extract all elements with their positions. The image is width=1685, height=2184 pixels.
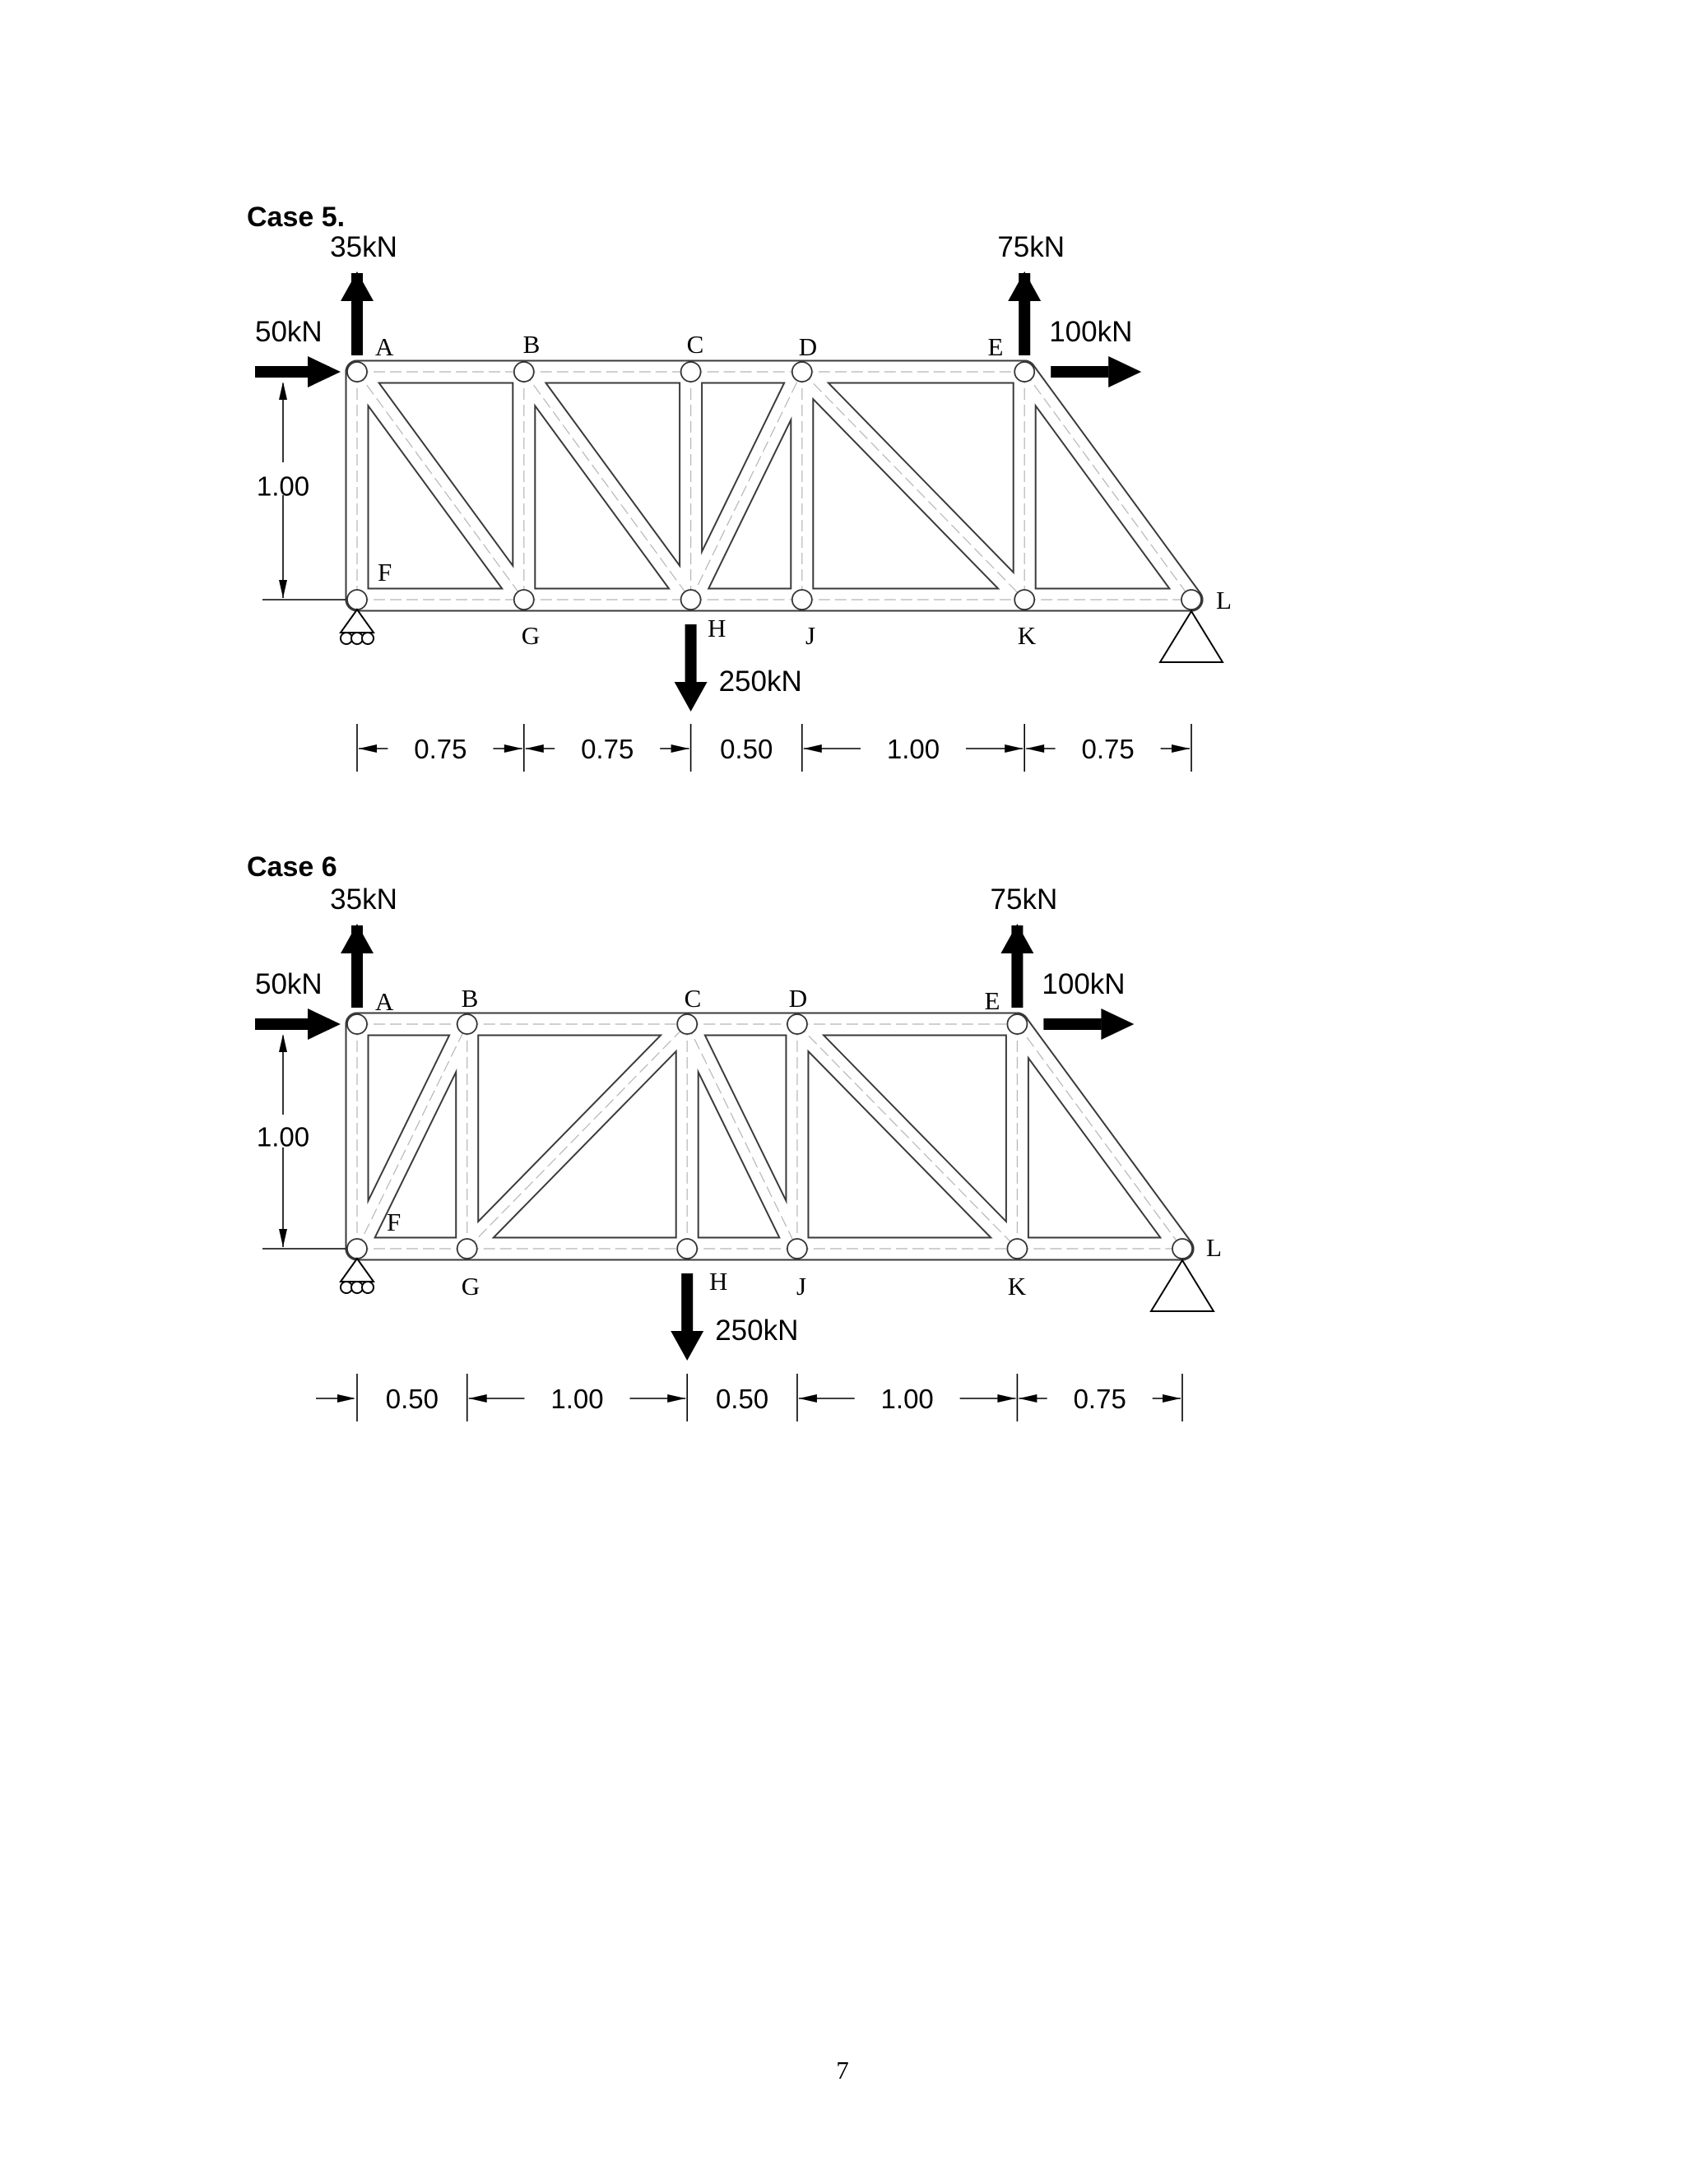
roller-wheel [362, 633, 374, 644]
joint-C [677, 1014, 697, 1034]
load-label: 250kN [715, 1315, 799, 1347]
roller-triangle [341, 1259, 374, 1282]
dimension-arrowhead [279, 1034, 287, 1052]
node-label-A: A [375, 987, 394, 1016]
dimension-arrowhead [1005, 744, 1023, 753]
load-arrow-head [671, 1331, 703, 1361]
joint-K [1007, 1239, 1027, 1259]
node-label-J: J [805, 621, 816, 650]
node-label-E: E [987, 332, 1004, 361]
node-label-K: K [1007, 1272, 1027, 1301]
joint-L [1181, 590, 1201, 610]
joint-G [457, 1239, 477, 1259]
node-label-A: A [375, 332, 394, 361]
load-arrow-head [1101, 1009, 1134, 1040]
load-arrow-shaft [685, 624, 697, 684]
load-arrow-head [308, 1009, 341, 1040]
span-label: 1.00 [886, 734, 940, 764]
joint-H [677, 1239, 697, 1259]
node-label-H: H [708, 614, 726, 642]
joint-J [787, 1239, 807, 1259]
load-arrow-head [341, 924, 374, 953]
span-label: 0.75 [1081, 734, 1135, 764]
joint-A [347, 362, 367, 382]
load-label: 75kN [990, 883, 1058, 916]
node-label-G: G [461, 1272, 480, 1301]
vertical-dimension-label: 1.00 [256, 471, 310, 502]
joint-D [792, 362, 812, 382]
node-label-J: J [796, 1272, 807, 1301]
span-dimension [386, 1384, 439, 1414]
dimension-arrowhead [997, 1394, 1015, 1403]
joint-F [347, 590, 367, 610]
span-dimension [716, 1384, 768, 1414]
roller-triangle [341, 610, 374, 633]
joint-L [1172, 1239, 1192, 1259]
load-arrow-head [1008, 271, 1041, 301]
load-label: 250kN [718, 665, 802, 698]
pin-support [1151, 1260, 1214, 1311]
roller-wheel [351, 1282, 363, 1293]
span-label: 0.75 [1073, 1384, 1126, 1414]
dimension-arrowhead [804, 744, 822, 753]
roller-wheel [341, 1282, 352, 1293]
joint-C [681, 362, 701, 382]
node-label-F: F [378, 558, 392, 587]
span-label: 0.50 [385, 1384, 439, 1414]
joint-F [347, 1239, 367, 1259]
dimension-arrowhead [1172, 744, 1190, 753]
node-label-K: K [1017, 621, 1037, 650]
load-label: 50kN [255, 316, 323, 348]
load-arrow-shaft [1051, 366, 1108, 378]
span-dimension [1019, 1384, 1181, 1414]
vertical-dimension [257, 1034, 309, 1247]
node-label-G: G [521, 621, 541, 650]
span-label: 1.00 [880, 1384, 934, 1414]
node-label-L: L [1216, 586, 1232, 614]
node-label-D: D [788, 984, 808, 1013]
vertical-dimension-label: 1.00 [256, 1121, 310, 1152]
load-arrow-head [1108, 356, 1141, 387]
dimension-arrowhead [667, 1394, 685, 1403]
load-arrow-shaft [1043, 1018, 1101, 1030]
load-arrow-head [675, 682, 708, 712]
page-number: 7 [836, 2056, 849, 2084]
joint-K [1014, 590, 1034, 610]
dimension-arrowhead [799, 1394, 817, 1403]
load-label: 100kN [1042, 968, 1126, 1000]
roller-support [341, 1259, 374, 1293]
span-dimension [804, 734, 1023, 764]
span-label: 1.00 [550, 1384, 604, 1414]
dimension-arrowhead [279, 1229, 287, 1247]
dimension-arrowhead [279, 580, 287, 598]
load-H-down [675, 624, 802, 712]
pin-support [1160, 611, 1223, 662]
load-label: 35kN [330, 883, 397, 916]
truss-members [357, 372, 1191, 600]
case6-diagram [247, 851, 1222, 1421]
member-EL [1017, 1024, 1182, 1249]
load-arrow-head [341, 271, 374, 301]
node-label-C: C [684, 984, 702, 1013]
member-BH [524, 372, 691, 600]
joint-G [514, 590, 534, 610]
vertical-dimension [257, 382, 309, 598]
span-dimension [469, 1384, 685, 1414]
node-label-C: C [686, 330, 704, 359]
node-label-B: B [522, 330, 541, 359]
dimension-arrowhead [504, 744, 522, 753]
dimension-arrowhead [469, 1394, 487, 1403]
dimension-arrowhead [526, 744, 544, 753]
load-label: 75kN [997, 231, 1065, 263]
span-dimension [359, 734, 522, 764]
dimension-arrowhead [337, 1394, 355, 1403]
joint-B [514, 362, 534, 382]
load-label: 100kN [1049, 316, 1133, 348]
truss-members [357, 1024, 1182, 1249]
load-label: 35kN [330, 231, 397, 263]
joint-D [787, 1014, 807, 1034]
roller-wheel [351, 633, 363, 644]
span-dimension [720, 734, 773, 764]
joint-J [792, 590, 812, 610]
load-label: 50kN [255, 968, 323, 1000]
node-label-F: F [387, 1208, 402, 1236]
span-dimension [799, 1384, 1015, 1414]
span-label: 0.75 [581, 734, 634, 764]
span-dimension [526, 734, 689, 764]
joint-H [681, 590, 701, 610]
load-arrow-head [308, 356, 341, 387]
case5-diagram [247, 202, 1232, 772]
load-A-right-in [255, 968, 341, 1040]
dimension-arrowhead [1163, 1394, 1181, 1403]
roller-wheel [362, 1282, 374, 1293]
span-label: 0.75 [414, 734, 467, 764]
dimension-arrowhead [1026, 744, 1044, 753]
load-E-right-out [1049, 316, 1141, 387]
joint-A [347, 1014, 367, 1034]
span-dimensions [316, 1374, 1182, 1421]
roller-wheel [341, 633, 352, 644]
case-title: Case 6 [247, 851, 337, 883]
dimension-arrowhead [671, 744, 689, 753]
node-label-B: B [461, 984, 479, 1013]
span-dimensions [357, 724, 1191, 772]
load-arrow-head [1000, 924, 1033, 953]
span-label: 0.50 [715, 1384, 769, 1414]
span-dimension [1026, 734, 1190, 764]
load-H-down [671, 1273, 798, 1361]
joint-E [1014, 362, 1034, 382]
node-label-H: H [709, 1267, 728, 1296]
dimension-arrowhead [359, 744, 377, 753]
span-label: 0.50 [720, 734, 773, 764]
member-EL [1024, 372, 1191, 600]
node-label-E: E [984, 986, 1000, 1015]
node-label-D: D [798, 332, 818, 361]
dimension-arrowhead [279, 382, 287, 400]
joint-B [457, 1014, 477, 1034]
node-label-L: L [1206, 1233, 1222, 1262]
load-arrow-shaft [681, 1273, 693, 1333]
roller-support [341, 610, 374, 644]
dimension-arrowhead [1019, 1394, 1037, 1403]
case-title: Case 5. [247, 202, 346, 233]
load-E-right-out [1042, 968, 1134, 1040]
load-A-right-in [255, 316, 341, 387]
joint-E [1007, 1014, 1027, 1034]
